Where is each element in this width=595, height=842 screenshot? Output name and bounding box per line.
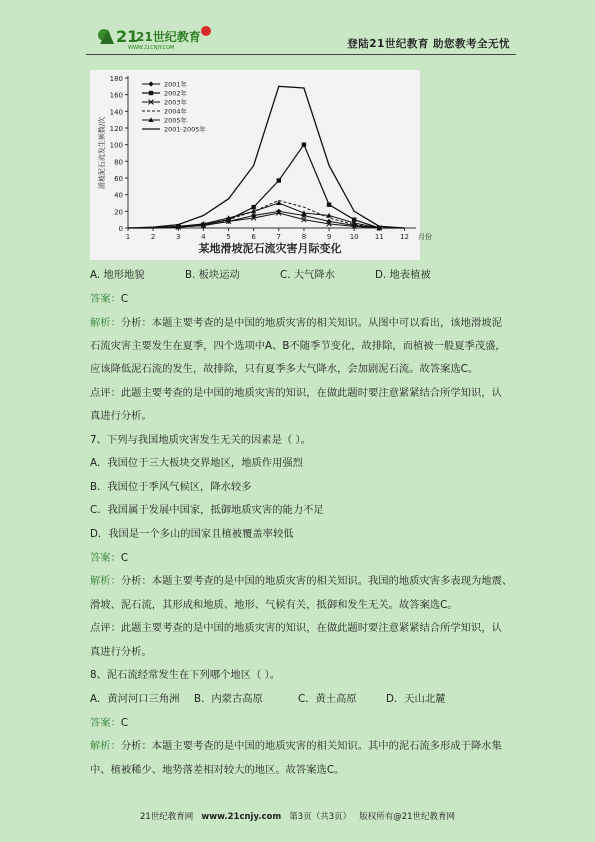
q7-comment-line: 真进行分析。 — [90, 646, 152, 658]
y-tick-label: 160 — [109, 91, 123, 100]
data-point — [148, 81, 153, 86]
footer-page: 第3页（共3页） — [289, 812, 352, 822]
q6-option-c: C. 大气降水 — [280, 269, 335, 281]
q6-analysis-line: 解析：分析：本题主要考查的是中国的地质灾害的相关知识。从图中可以看出，该地滑坡泥 — [90, 317, 502, 329]
q7-comment-line: 点评：此题主要考查的是中国的地质灾害的知识，在做此题时要注意紧紧结合所学知识，认 — [90, 622, 502, 634]
svg-text:WWW.21CNJY.COM: WWW.21CNJY.COM — [128, 45, 175, 51]
data-point — [302, 142, 306, 146]
y-tick-label: 0 — [118, 225, 123, 233]
header-slogan: 登陆21世纪教育 助您教考全无忧 — [347, 38, 510, 50]
footer-copyright: 版权所有@21世纪教育网 — [359, 812, 456, 822]
answer-value: C — [120, 717, 129, 729]
site-logo — [94, 22, 214, 50]
analysis-label: 解析： — [90, 575, 121, 587]
legend-entry: 2001年 — [164, 80, 188, 89]
legend-entry: 2003年 — [164, 98, 188, 107]
q8-analysis-line: 中、植被稀少、地势落差相对较大的地区。故答案选C。 — [90, 764, 345, 776]
legend-entry: 2005年 — [164, 116, 188, 125]
x-tick-label: 1 — [125, 233, 131, 241]
x-tick-label: 4 — [201, 233, 206, 241]
data-point — [277, 178, 281, 182]
landslide-chart — [90, 70, 432, 260]
x-tick-label: 7 — [276, 233, 282, 241]
q8-stem: 8、泥石流经常发生在下列哪个地区（ ）。 — [90, 669, 281, 681]
footer-site: 21世纪教育网 — [139, 812, 194, 822]
data-point — [327, 202, 331, 206]
y-tick-label: 100 — [109, 141, 123, 150]
x-tick-label: 5 — [226, 233, 231, 241]
analysis-label: 解析： — [90, 317, 121, 329]
chart-title: 某地滑坡泥石流灾害月际变化 — [198, 242, 342, 255]
svg-text:21世纪教育: 21世纪教育 — [136, 30, 201, 44]
x-axis-label: 月份 — [418, 233, 432, 241]
svg-text:21: 21 — [116, 27, 139, 46]
q6-comment-line: 点评：此题主要考查的是中国的地质灾害的知识，在做此题时要注意紧紧结合所学知识，认 — [90, 387, 502, 399]
x-tick-label: 11 — [374, 233, 384, 241]
q6-option-b: B. 板块运动 — [185, 269, 240, 281]
page-footer — [0, 810, 595, 822]
y-axis-label: 滑坡泥石流发生频数/次 — [98, 116, 106, 190]
y-tick-label: 60 — [114, 175, 123, 183]
x-tick-label: 3 — [176, 233, 181, 241]
series-line — [128, 201, 404, 229]
page-header — [86, 20, 516, 55]
answer-label: 答案： — [90, 717, 121, 729]
legend-entry: 2001-2005年 — [164, 125, 206, 134]
q6-analysis-line: 石流灾害主要发生在夏季，四个选项中A、B不随季节变化，故排除，而植被一般夏季茂盛， — [90, 340, 506, 352]
chart-svg — [90, 70, 432, 260]
footer-url[interactable]: www.21cnjy.com — [201, 812, 282, 822]
q6-analysis-line: 应该降低泥石流的发生，故排除，只有夏季多大气降水，会加剧泥石流。故答案选C。 — [90, 363, 479, 375]
q6-answer — [90, 290, 128, 305]
q8-options — [90, 690, 445, 705]
x-tick-label: 2 — [150, 233, 156, 241]
answer-value: C — [120, 552, 129, 564]
y-tick-label: 180 — [109, 75, 123, 83]
q7-analysis-line: 滑坡、泥石流，其形成和地质、地形、气候有关，抵御和发生无关。故答案选C。 — [90, 599, 458, 611]
q7-option-c: C．我国属于发展中国家，抵御地质灾害的能力不足 — [90, 504, 324, 516]
q7-analysis-line: 解析：分析：本题主要考查的是中国的地质灾害的相关知识。我国的地质灾害多表现为地震、 — [90, 575, 513, 587]
x-tick-label: 6 — [251, 233, 256, 241]
y-tick-label: 80 — [114, 158, 123, 167]
answer-label: 答案： — [90, 552, 121, 564]
x-tick-label: 8 — [301, 233, 307, 241]
legend-entry: 2004年 — [164, 107, 188, 116]
legend-entry: 2002年 — [164, 89, 188, 98]
q8-analysis-line: 解析：分析：本题主要考查的是中国的地质灾害的相关知识。其中的泥石流多形成于降水集 — [90, 740, 502, 752]
q7-option-b: B．我国位于季风气候区，降水较多 — [90, 481, 252, 493]
q8-option-b: B．内蒙古高原 — [194, 693, 263, 705]
q6-comment-line: 真进行分析。 — [90, 410, 152, 422]
data-point — [149, 91, 153, 95]
q8-answer — [90, 714, 128, 729]
x-tick-label: 12 — [399, 233, 409, 241]
y-tick-label: 140 — [109, 108, 123, 117]
x-tick-label: 9 — [326, 233, 332, 241]
q7-option-d: D．我国是一个多山的国家且植被覆盖率较低 — [90, 528, 294, 540]
answer-value: C — [120, 293, 129, 305]
q6-options — [90, 266, 431, 281]
q7-stem: 7、下列与我国地质灾害发生无关的因素是（ ）。 — [90, 434, 311, 446]
y-tick-label: 40 — [114, 191, 123, 200]
q8-option-d: D．天山北麓 — [386, 693, 446, 705]
q8-option-c: C．黄土高原 — [298, 693, 357, 705]
answer-label: 答案： — [90, 293, 121, 305]
y-tick-label: 20 — [114, 208, 123, 217]
q8-option-a: A．黄河河口三角洲 — [90, 693, 180, 705]
q6-option-d: D. 地表植被 — [375, 269, 431, 281]
q7-option-a: A．我国位于三大板块交界地区，地质作用强烈 — [90, 457, 303, 469]
y-tick-label: 120 — [109, 125, 123, 133]
x-tick-label: 10 — [349, 233, 359, 241]
analysis-label: 解析： — [90, 740, 121, 752]
q6-option-a: A. 地形地貌 — [90, 269, 145, 281]
q7-answer — [90, 549, 128, 564]
